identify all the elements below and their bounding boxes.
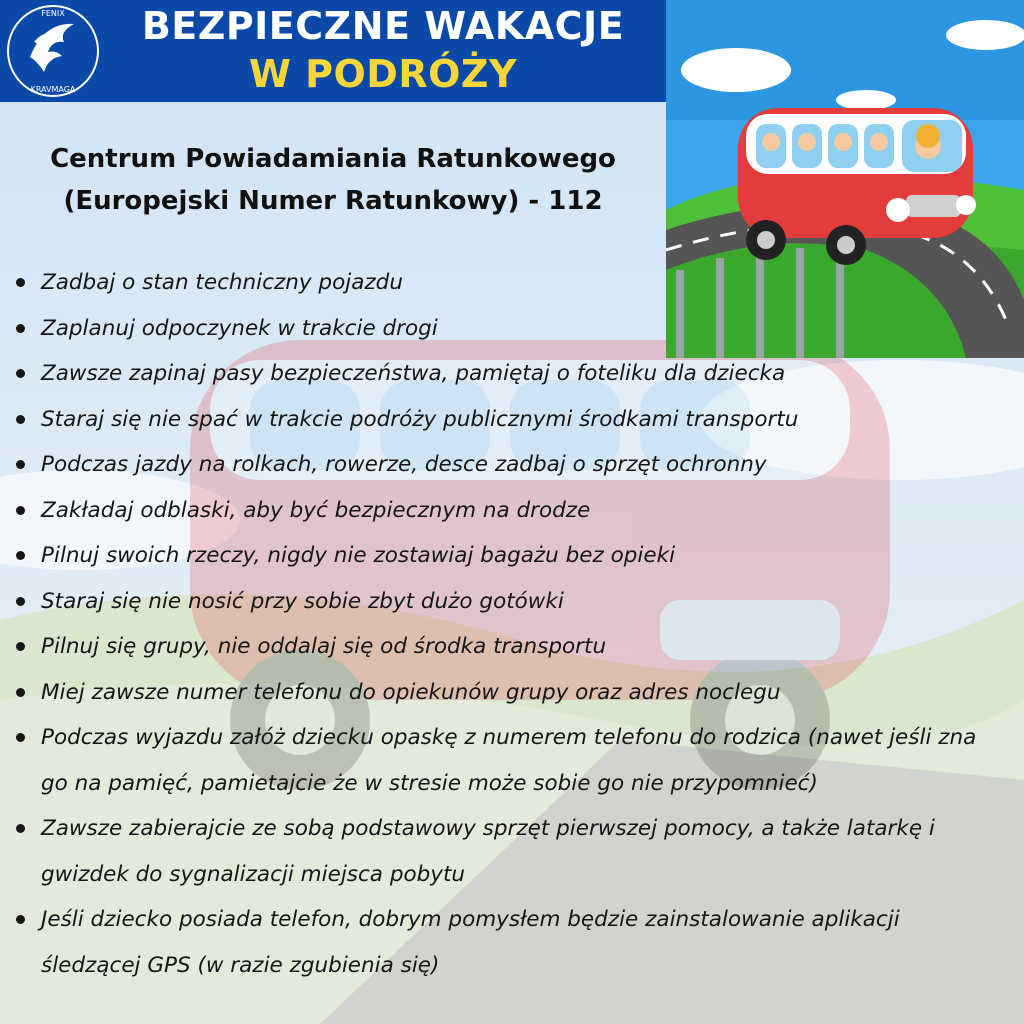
emergency-line2: (Europejski Numer Ratunkowy) - 112 (63, 186, 603, 216)
list-item: Zaplanuj odpoczynek w trakcie drogi (14, 306, 1004, 352)
bullet-icon (16, 688, 25, 697)
page-title-line2: W PODRÓŻY (249, 52, 517, 96)
emergency-line1: Centrum Powiadamiania Ratunkowego (50, 144, 616, 174)
bullet-icon (16, 551, 25, 560)
list-item: Pilnuj się grupy, nie oddalaj się od środka transportu (14, 624, 1004, 670)
bullet-icon (16, 415, 25, 424)
bullet-icon (16, 324, 25, 333)
list-item: Zakładaj odblaski, aby być bezpiecznym na drodze (14, 488, 1004, 534)
list-item: Podczas jazdy na rolkach, rowerze, desce zadbaj o sprzęt ochronny (14, 442, 1004, 488)
list-item: Miej zawsze numer telefonu do opiekunów grupy oraz adres noclegu (14, 670, 1004, 716)
list-item: Zawsze zapinaj pasy bezpieczeństwa, pamiętaj o foteliku dla dziecka (14, 351, 1004, 397)
emergency-number-heading (20, 138, 646, 222)
bullet-icon (16, 506, 25, 515)
list-item: Pilnuj swoich rzeczy, nigdy nie zostawiaj bagażu bez opieki (14, 533, 1004, 579)
safety-tips-list (14, 260, 1004, 988)
bullet-icon (16, 824, 25, 833)
bullet-icon (16, 915, 25, 924)
list-item: Jeśli dziecko posiada telefon, dobrym pomysłem będzie zainstalowanie aplikacji śledzącej GPS (w razie zgubienia się) (14, 897, 1004, 988)
list-item: Zawsze zabierajcie ze sobą podstawowy sprzęt pierwszej pomocy, a także latarkę i gwizdek do sygnalizacji miejsca pobytu (14, 806, 1004, 897)
list-item: Staraj się nie nosić przy sobie zbyt dużo gotówki (14, 579, 1004, 625)
logo-text-top: FENIX (41, 9, 65, 18)
bullet-icon (16, 278, 25, 287)
bullet-icon (16, 597, 25, 606)
bullet-icon (16, 460, 25, 469)
page-title-line1: BEZPIECZNE WAKACJE (141, 4, 625, 48)
list-item: Staraj się nie spać w trakcie podróży publicznymi środkami transportu (14, 397, 1004, 443)
bullet-icon (16, 642, 25, 651)
list-item: Zadbaj o stan techniczny pojazdu (14, 260, 1004, 306)
bullet-icon (16, 369, 25, 378)
fenix-kravmaga-logo (4, 2, 102, 100)
bullet-icon (16, 733, 25, 742)
logo-text-bottom: KRAVMAGA (30, 85, 76, 94)
header-banner (0, 0, 666, 102)
list-item: Podczas wyjazdu załóż dziecku opaskę z numerem telefonu do rodzica (nawet jeśli zna go na pamięć, pamietajcie że w stresie może sobie go nie przypomnieć) (14, 715, 1004, 806)
